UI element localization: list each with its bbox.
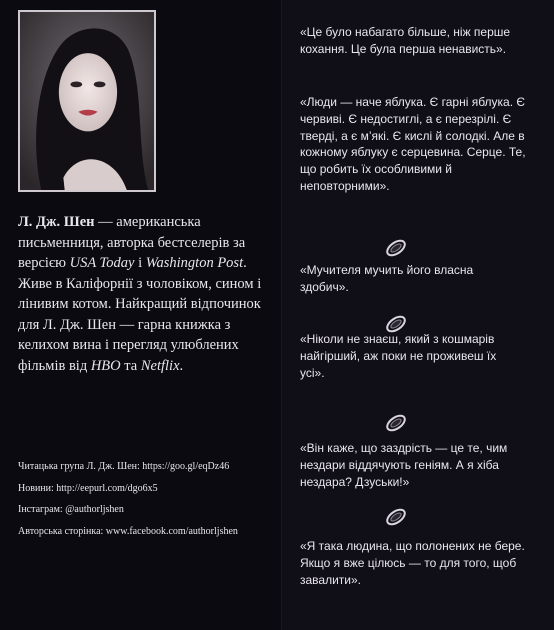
quote-item: «Це було набагато більше, ніж перше кохання. Це була перша ненависть». bbox=[300, 25, 511, 56]
facebook-link[interactable]: Авторська сторінка: www.facebook.com/authorljshen bbox=[18, 525, 238, 537]
author-links bbox=[18, 461, 280, 547]
newsletter-link[interactable]: Новини: http://eepurl.com/dgo6x5 bbox=[18, 482, 158, 494]
author-photo bbox=[18, 10, 156, 192]
reader-group-link[interactable]: Читацька група Л. Дж. Шен: https://goo.gl/eqDz46 bbox=[18, 461, 230, 472]
author-name: Л. Дж. Шен bbox=[18, 214, 95, 230]
ring-ornament-icon bbox=[384, 411, 408, 435]
ring-ornament-icon bbox=[384, 236, 408, 260]
quote-item: «Ніколи не знаєш, який з кошмарів найгірший, аж поки не проживеш їх усі». bbox=[300, 332, 497, 380]
quote-item: «Мучителя мучить його власна здобич». bbox=[300, 263, 474, 294]
quote-item: «Він каже, що заздрість — це те, чим нездари віддячують геніям. А я хіба нездара? Дзуськи!» bbox=[300, 441, 508, 489]
instagram-link[interactable]: Інстаграм: @authorljshen bbox=[18, 504, 124, 515]
ring-ornament-icon bbox=[384, 505, 408, 529]
author-bio: Л. Дж. Шен — американська письменниця, авторка бестселерів за версією USA Today і Washington Post. Живе в Каліфорнії з чоловіком, сином і лінивим котом. Найкращий відпочинок для Л. Дж. Шен — гарна книжка з келихом вина і перегляд улюблених фільмів від HBO та Netflix. bbox=[18, 214, 262, 374]
ring-ornament-icon bbox=[384, 312, 408, 336]
quote-item: «Люди — наче яблука. Є гарні яблука. Є червиві. Є недостиглі, а є перезрілі. Є тверді, а є м’які. Є кислі й солодкі. Але в кожному яблуку є серцевина. Серце. Те, що робить їх особливими й неповторними». bbox=[300, 95, 526, 193]
quote-item: «Я така людина, що полонених не бере. Якщо я вже цілюсь — то для того, щоб завалити». bbox=[300, 539, 525, 587]
